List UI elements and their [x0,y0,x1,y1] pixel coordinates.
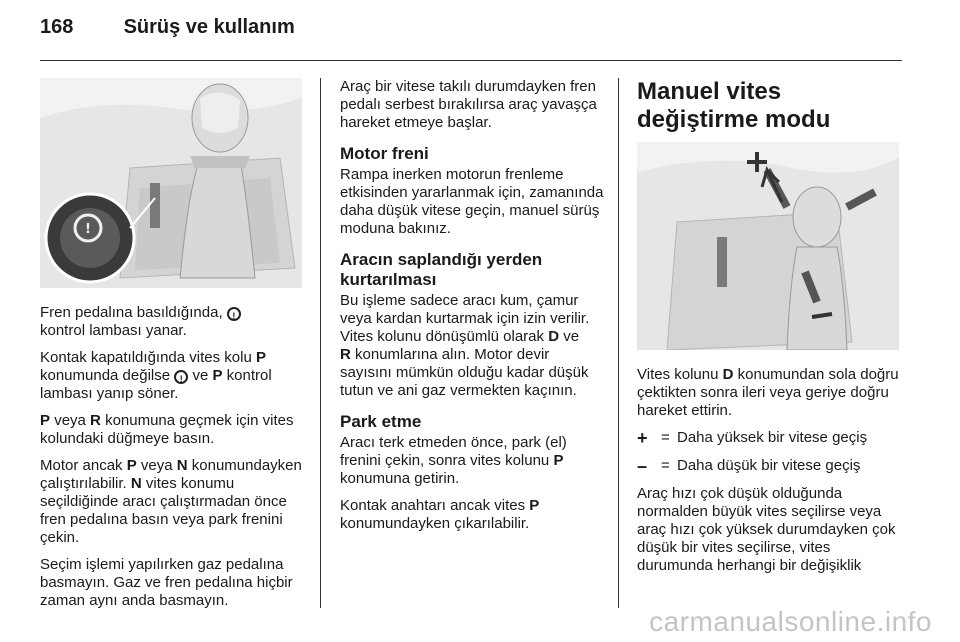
manual-mode-figure [637,142,899,350]
watermark: carmanualsonline.info [649,606,932,637]
paragraph-manual-mode: Vites kolunu D konumundan sola doğru çektikten sonra ileri veya geriye doğru hareket ettirin. [637,366,899,419]
page-header [40,16,295,39]
column-2 [340,78,604,542]
paragraph-pedal-warning: Seçim işlemi yapılırken gaz pedalına basmayın. Gaz ve fren pedalına hiçbir zaman aynı anda basmayın. [40,556,293,609]
paragraph-creep: Araç bir vitese takılı durumdayken fren pedalı serbest bırakılırsa araç yavaşça hareket etmeye başlar. [340,78,597,131]
brake-warning-icon: ! [174,370,188,384]
paragraph-brake-lamp: Fren pedalına basıldığında, ! kontrol lambası yanar. [40,304,304,340]
legend-row-downshift: – = Daha düşük bir vitese geçiş [637,456,861,476]
heading-engine-brake: Motor freni [340,144,429,163]
paragraph-key: Kontak anahtarı ancak vites P konumundayken çıkarılabilir. [340,497,540,532]
minus-icon: – [637,456,648,476]
column-1 [40,78,304,619]
gear-selector-figure [40,78,302,288]
brake-warning-icon: ! [227,307,241,321]
svg-text:!: ! [85,222,91,237]
legend-row-upshift: + = Daha yüksek bir vitese geçiş [637,428,868,448]
paragraph-button: P veya R konumuna geçmek için vites kolundaki düğmeye basın. [40,412,294,447]
paragraph-rocking: Bu işleme sadece aracı kum, çamur veya kardan kurtarmak için izin verilir. Vites kolunu dönüşümlü olarak D ve R konumlarına alın. Motor devir sayısını mümkün olduğu kadar düşük tutun ve ani gaz vermekten kaçının. [340,292,590,399]
heading-rocking: Aracın saplandığı yerden kurtarılması [340,250,543,289]
manual-mode-illustration [637,142,899,350]
section-title: Sürüş ve kullanım [123,16,295,38]
paragraph-engine-brake: Rampa inerken motorun frenleme etkisinden yararlanmak için, zamanında daha düşük vitese geçin, manuel sürüş moduna bakınız. [340,166,604,237]
plus-icon: + [637,428,648,448]
gear-selector-illustration [40,78,302,288]
paragraph-speed-gear: Araç hızı çok düşük olduğunda normalden büyük vites seçilirse veya araç hızı çok yüksek durumdayken çok düşük bir vites seçilirse, vites durumunda herhangi bir değişiklik [637,485,896,574]
section-heading-manual-mode: Manuel vites değiştirme modu [637,78,831,133]
column-divider-1 [320,78,321,608]
header-rule [40,60,902,61]
column-divider-2 [618,78,619,608]
paragraph-ignition-off: Kontak kapatıldığında vites kolu P konumunda değilse ! ve P kontrol lambası yanıp söner. [40,349,272,402]
page-number: 168 [40,16,74,38]
paragraph-parking: Aracı terk etmeden önce, park (el) frenini çekin, sonra vites kolunu P konumuna getirin. [340,434,567,487]
heading-parking: Park etme [340,412,422,431]
paragraph-engine-start: Motor ancak P veya N konumundayken çalıştırılabilir. N vites konumu seçildiğinde aracı çalıştırmadan önce fren pedalına basın veya park frenini çekin. [40,457,302,546]
column-3 [637,78,903,584]
